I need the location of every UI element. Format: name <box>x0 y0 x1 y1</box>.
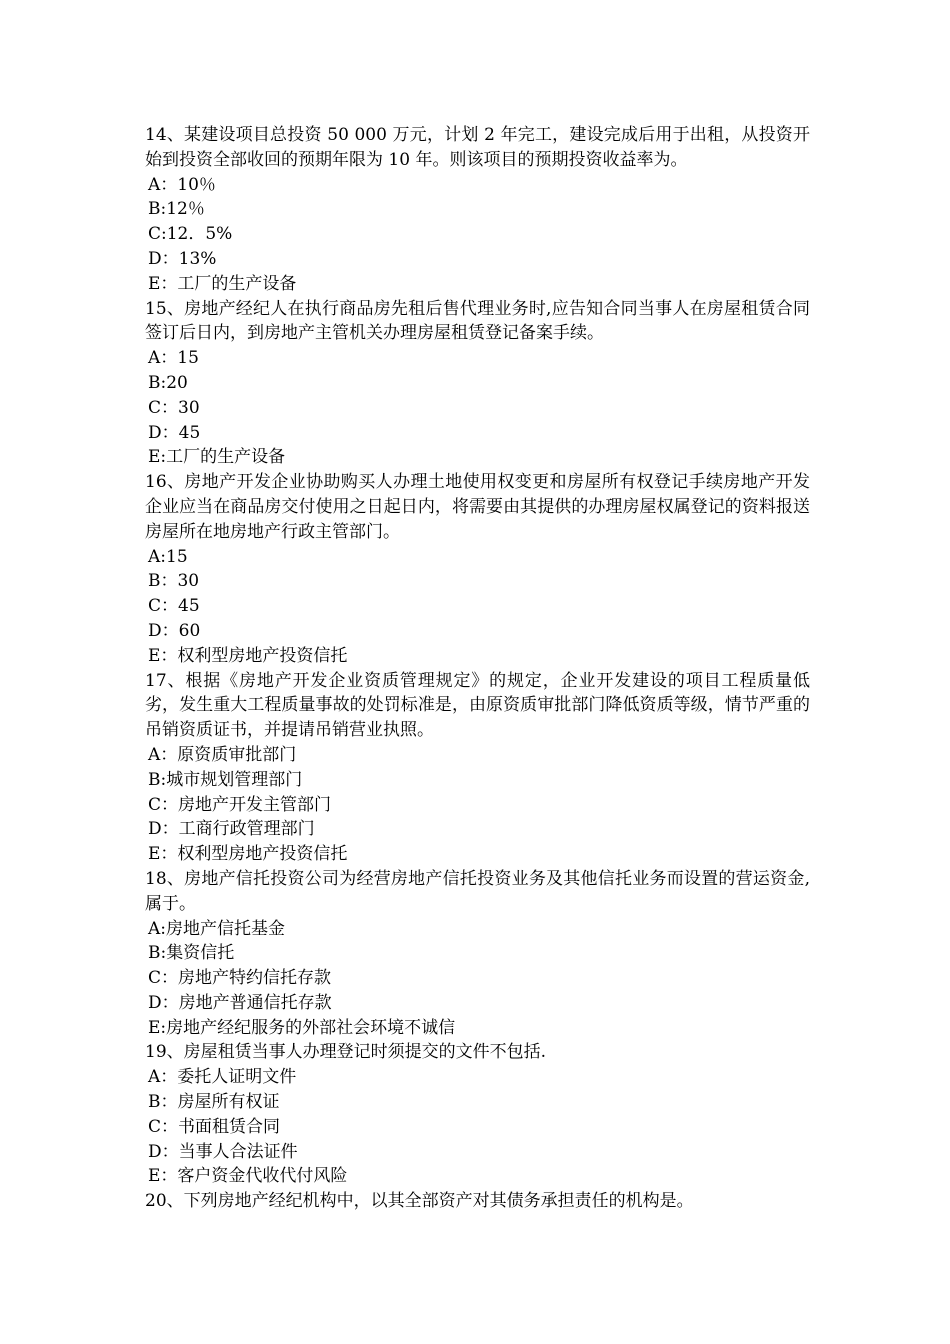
question-20 <box>145 1189 810 1214</box>
option-a: A:15 <box>148 546 188 567</box>
option-e: E：工厂的生产设备 <box>148 273 297 294</box>
question-text: 17、根据《房地产开发企业资质管理规定》的规定，企业开发建设的项目工程质量低劣，发生重大工程质量事故的处罚标准是，由原资质审批部门降低资质等级，情节严重的吊销资质证书，并提请吊销营业执照。 <box>145 670 810 741</box>
question-17 <box>145 669 810 867</box>
option-a: A：委托人证明文件 <box>148 1067 297 1088</box>
option-e: E：权利型房地产投资信托 <box>148 844 348 865</box>
question-text: 18、房地产信托投资公司为经营房地产信托投资业务及其他信托业务而设置的营运资金,属于。 <box>145 868 810 914</box>
option-b: B:12％ <box>148 199 205 220</box>
option-b: B：30 <box>148 571 200 592</box>
option-c: C：房地产开发主管部门 <box>148 794 332 815</box>
option-d: D：工商行政管理部门 <box>148 819 315 840</box>
option-d: D：当事人合法证件 <box>148 1141 298 1162</box>
question-19 <box>145 1040 810 1189</box>
option-c: C：书面租赁合同 <box>148 1116 281 1137</box>
option-c: C：45 <box>148 596 200 617</box>
option-d: D：房地产普通信托存款 <box>148 992 332 1013</box>
option-d: D：13% <box>148 248 217 269</box>
option-a: A：15 <box>148 348 199 369</box>
question-16 <box>145 470 810 668</box>
question-15 <box>145 297 810 471</box>
question-14 <box>145 123 810 297</box>
option-e: E：客户资金代收代付风险 <box>148 1166 348 1187</box>
option-c: C：房地产特约信托存款 <box>148 968 332 989</box>
option-d: D：45 <box>148 422 201 443</box>
option-e: E:工厂的生产设备 <box>148 447 286 468</box>
question-text: 19、房屋租赁当事人办理登记时须提交的文件不包括. <box>145 1042 547 1063</box>
question-18 <box>145 867 810 1041</box>
option-b: B:20 <box>148 372 188 393</box>
question-text: 20、下列房地产经纪机构中，以其全部资产对其债务承担责任的机构是。 <box>145 1191 694 1212</box>
option-c: C：30 <box>148 397 200 418</box>
question-text: 16、房地产开发企业协助购买人办理土地使用权变更和房屋所有权登记手续房地产开发企业应当在商品房交付使用之日起日内，将需要由其提供的办理房屋权属登记的资料报送房屋所在地房地产行政主管部门。 <box>145 472 810 542</box>
option-a: A：原资质审批部门 <box>148 744 297 765</box>
option-d: D：60 <box>148 620 201 641</box>
option-b: B:城市规划管理部门 <box>148 769 303 790</box>
document-body <box>145 123 810 1214</box>
option-a: A：10％ <box>148 174 216 195</box>
option-b: B：房屋所有权证 <box>148 1092 280 1113</box>
option-a: A:房地产信托基金 <box>148 918 286 939</box>
option-e: E：权利型房地产投资信托 <box>148 645 348 666</box>
question-text: 14、某建设项目总投资 50 000 万元，计划 2 年完工，建设完成后用于出租，从投资开始到投资全部收回的预期年限为 10 年。则该项目的预期投资收益率为。 <box>145 125 810 170</box>
option-b: B:集资信托 <box>148 943 235 964</box>
option-e: E:房地产经纪服务的外部社会环境不诚信 <box>148 1017 456 1038</box>
question-text: 15、房地产经纪人在执行商品房先租后售代理业务时,应告知合同当事人在房屋租赁合同签订后日内，到房地产主管机关办理房屋租赁登记备案手续。 <box>145 298 810 344</box>
option-c: C:12．5% <box>148 224 233 245</box>
